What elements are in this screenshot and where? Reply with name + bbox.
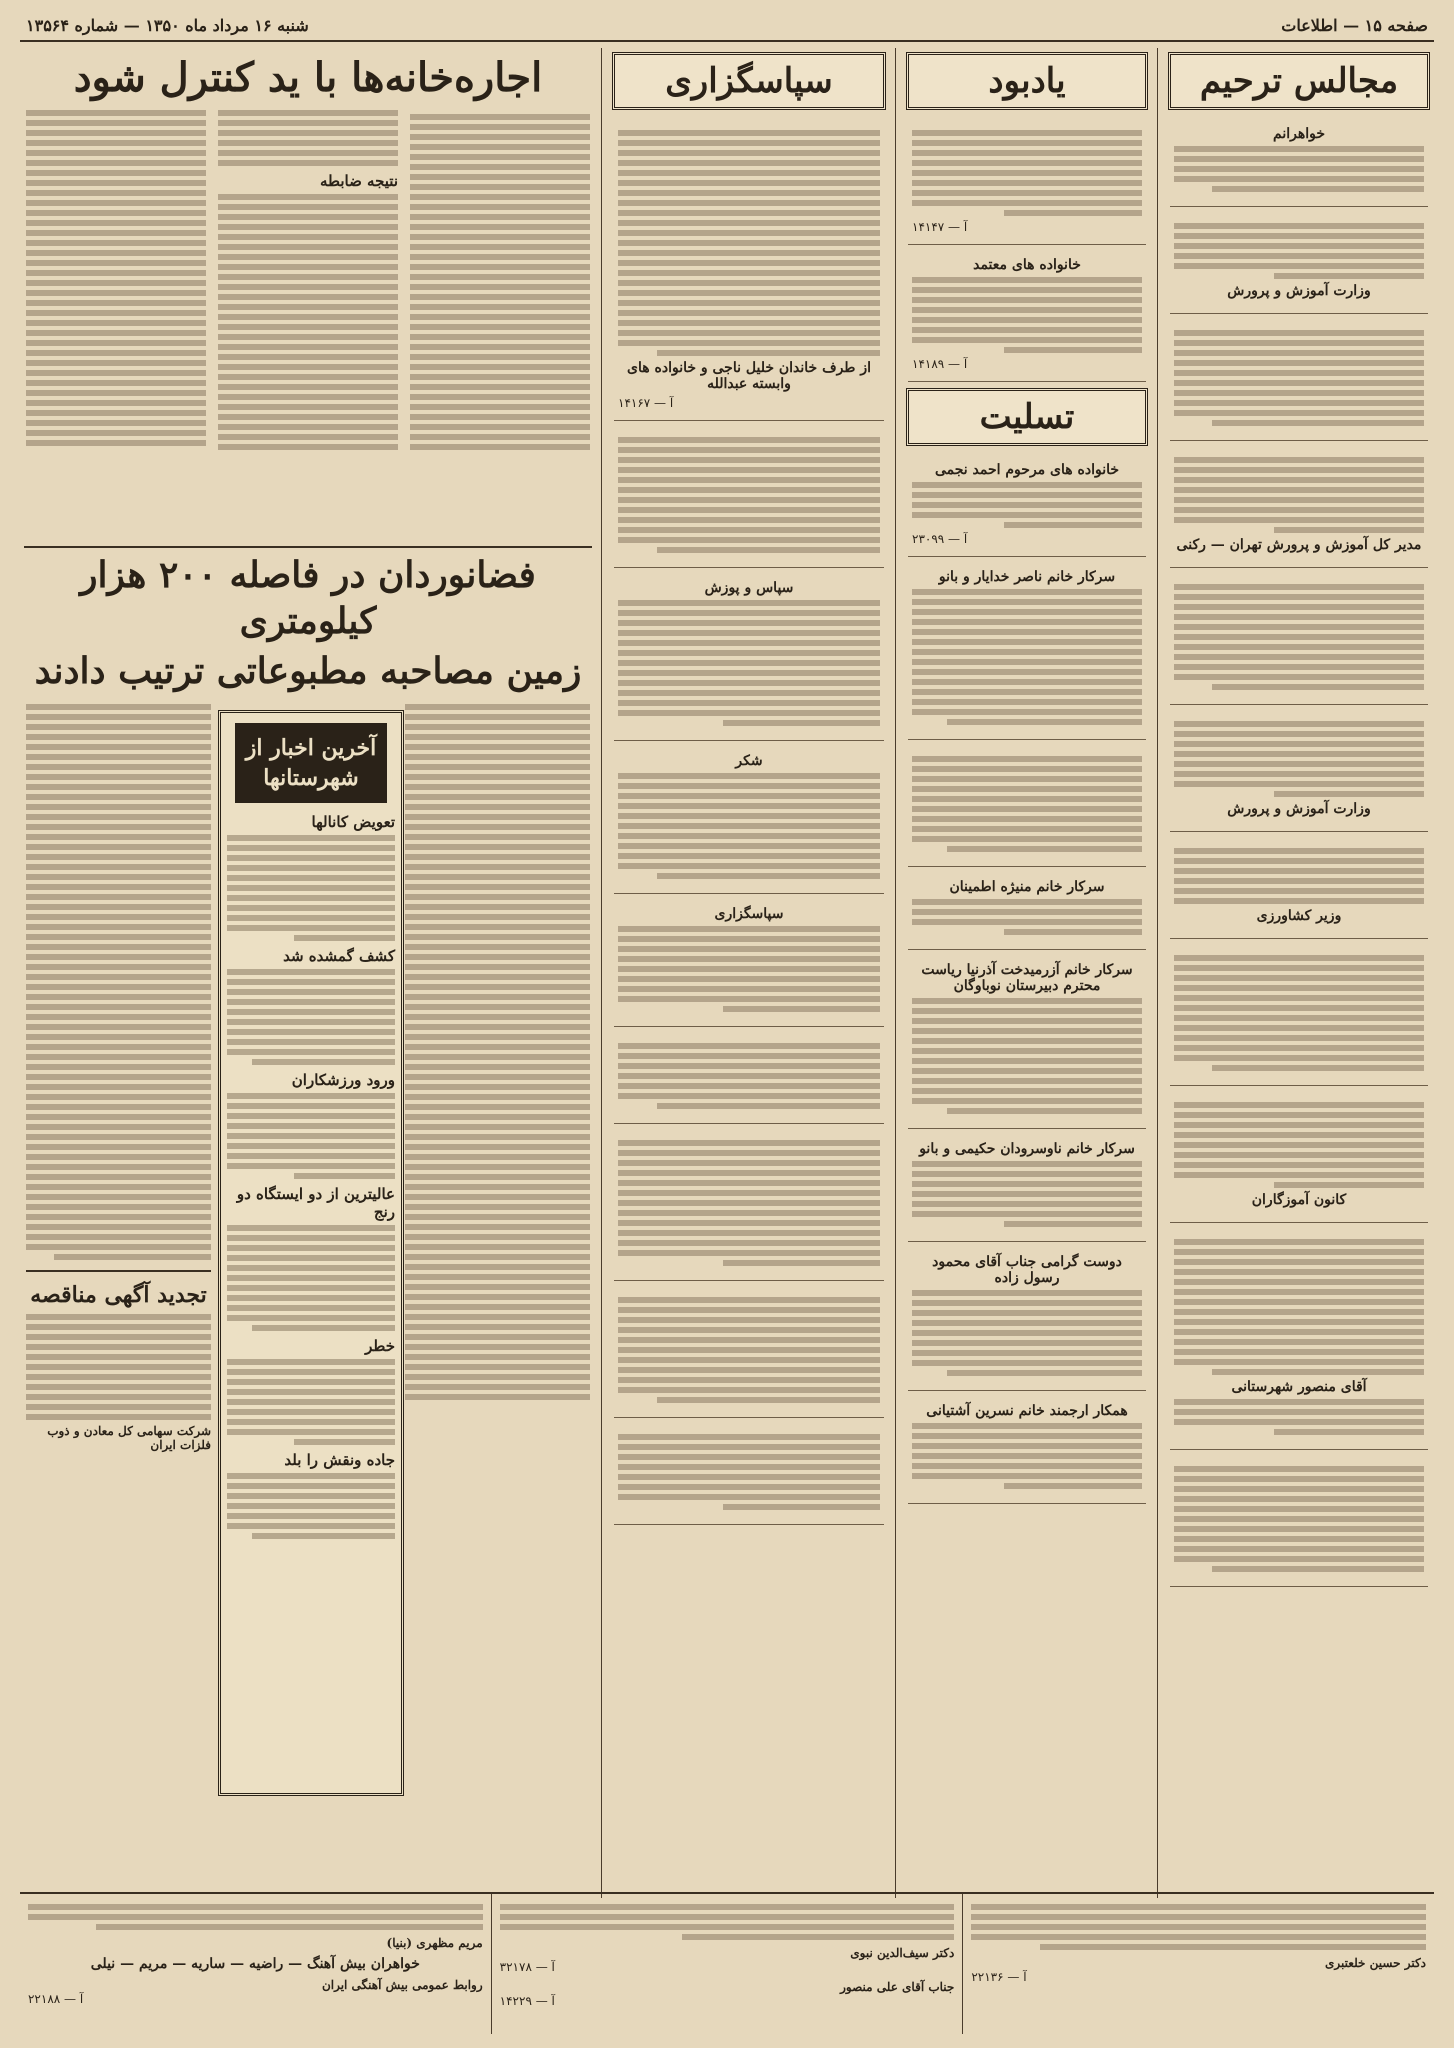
columns-area (20, 48, 1434, 1898)
notice-heading: وزارت آموزش و پرورش (1227, 801, 1371, 817)
notice-heading: سرکار خانم ناوسرودان حکیمی و بانو (919, 1141, 1135, 1157)
notice (614, 1287, 884, 1418)
notice-heading: دوست گرامی جناب آقای محمود رسول زاده (932, 1254, 1122, 1286)
notice (614, 574, 884, 741)
notice (614, 120, 884, 421)
regional-news-logo: آخرین اخبار از شهرستانها (235, 723, 387, 803)
notice-heading: وزارت آموزش و پرورش (1227, 283, 1371, 299)
notice (614, 1130, 884, 1281)
column-gratitude (608, 48, 890, 1898)
notice (908, 1248, 1146, 1391)
article2-headline-line2: زمین مصاحبه مطبوعاتی ترتیب دادند (34, 650, 582, 692)
page-header (20, 10, 1434, 42)
regional-news-item-title: جاده ونقش را بلد (284, 1451, 395, 1469)
bottom-notice-code: ۲۲۱۸۸ — آ (27, 1992, 84, 2006)
regional-news-item-title: عالیترین از دو ایستگاه دو رنج (236, 1185, 395, 1221)
notice (614, 1033, 884, 1124)
notice (1170, 945, 1428, 1086)
notice (1170, 447, 1428, 568)
notice (908, 251, 1146, 382)
issue-date: شنبه ۱۶ مرداد ماه ۱۳۵۰ — شماره ۱۳۵۶۴ (26, 15, 309, 35)
notice (908, 1135, 1146, 1242)
notice (1170, 1092, 1428, 1223)
remembrance-section-title: یادبود (906, 52, 1148, 110)
bottom-notice (491, 1894, 963, 2034)
notice-heading: سرکار خانم ناصر خدایار و بانو (938, 569, 1116, 585)
notice-heading: کانون آموزگاران (1251, 1192, 1347, 1208)
notice-heading: سرکار خانم آزرمیدخت آذرنیا ریاست محترم دبیرستان نوباوگان (921, 962, 1133, 994)
bottom-notices-strip (20, 1892, 1434, 2034)
notice-code: ۱۴۱۶۷ — آ (618, 396, 674, 410)
notice-code: ۱۴۱۴۷ — آ (912, 220, 968, 234)
bottom-notice-signature: جناب آقای علی منصور (840, 1980, 955, 1994)
regional-news-item-title: کشف گمشده شد (283, 947, 395, 965)
notice (908, 956, 1146, 1129)
bottom-notice-signature: دکتر سیف‌الدین نبوی (850, 1946, 955, 1960)
condolence-section-title: مجالس ترحیم (1168, 52, 1430, 110)
notice-heading: از طرف خاندان خلیل ناجی و خانواده های وابسته عبدالله (627, 360, 871, 392)
column-remembrance (902, 48, 1152, 1898)
sympathy-section-title: تسلیت (906, 388, 1148, 446)
notice-heading: سپاس و پوزش (704, 580, 794, 596)
regional-news-item-title: تعویض کانالها (311, 813, 395, 831)
notice (908, 873, 1146, 950)
notice (1170, 711, 1428, 832)
bottom-notice (962, 1894, 1434, 2034)
notice (614, 1424, 884, 1525)
notice (614, 900, 884, 1027)
notice-heading: مدیر کل آموزش و پرورش تهران — رکنی (1176, 537, 1422, 553)
notice-heading: شکر (735, 753, 763, 769)
notice (1170, 213, 1428, 314)
bottom-notice-signature: دکتر حسین خلعتبری (1325, 1956, 1426, 1970)
notice-heading: خانواده های معتمد (973, 257, 1081, 273)
bottom-notice-code: ۳۲۱۷۸ — آ (499, 1960, 555, 1974)
notice (1170, 838, 1428, 939)
notice-heading: خواهرانم (1273, 126, 1325, 142)
notice-heading: وزیر کشاورزی (1256, 908, 1342, 924)
bottom-notice-signature: مریم مظهری (بنیا) (386, 1936, 483, 1950)
tender-issuer: شرکت سهامی کل معادن و ذوب فلزات ایران (47, 1424, 211, 1452)
notice-code: ۲۳۰۹۹ — آ (912, 532, 968, 546)
tender-title: تجدید آگهی مناقصه (30, 1282, 207, 1308)
notice (614, 427, 884, 568)
notice-heading: خانواده های مرحوم احمد نجمی (934, 462, 1120, 478)
article-headline: اجاره‌خانه‌ها با ید کنترل شود (73, 54, 543, 101)
notice-heading: همکار ارجمند خانم نسرین آشتیانی (926, 1403, 1128, 1419)
notice (1170, 120, 1428, 207)
article-subhead: نتیجه ضابطه (319, 172, 398, 190)
articles-block (20, 48, 596, 1898)
page-label: صفحه ۱۵ — اطلاعات (1281, 15, 1428, 35)
column-condolences (1164, 48, 1434, 1898)
article2-headline-line1: فضانوردان در فاصله ۲۰۰ هزار کیلومتری (80, 554, 536, 642)
notice (1170, 320, 1428, 441)
notice (908, 120, 1146, 245)
bottom-notice-code: ۱۴۲۲۹ — آ (499, 1994, 555, 2008)
notice-heading: سرکار خانم منیژه اطمینان (949, 879, 1105, 895)
bottom-notice-ad: خواهران بیش آهنگ — راضیه — ساریه — مریم — نیلی (90, 1956, 420, 1972)
regional-news-box (218, 710, 404, 1796)
notice (614, 747, 884, 894)
notice (1170, 1456, 1428, 1587)
notice (908, 563, 1146, 740)
bottom-notice-code: ۲۲۱۳۶ — آ (971, 1970, 1027, 1984)
notice (908, 456, 1146, 557)
gratitude-section-title: سپاسگزاری (612, 52, 886, 110)
regional-news-item-title: خطر (365, 1337, 395, 1355)
notice (1170, 1229, 1428, 1450)
bottom-notice (20, 1894, 491, 2034)
notice-code: ۱۴۱۸۹ — آ (912, 357, 968, 371)
notice-heading: آقای منصور شهرستانی (1231, 1379, 1367, 1395)
notice (908, 1397, 1146, 1504)
regional-news-item-title: ورود ورزشکاران (291, 1071, 395, 1089)
notice-heading: سپاسگزاری (714, 906, 784, 922)
notice (1170, 574, 1428, 705)
bottom-notice-org: روابط عمومی بیش آهنگی ایران (321, 1978, 483, 1992)
notice (908, 746, 1146, 867)
